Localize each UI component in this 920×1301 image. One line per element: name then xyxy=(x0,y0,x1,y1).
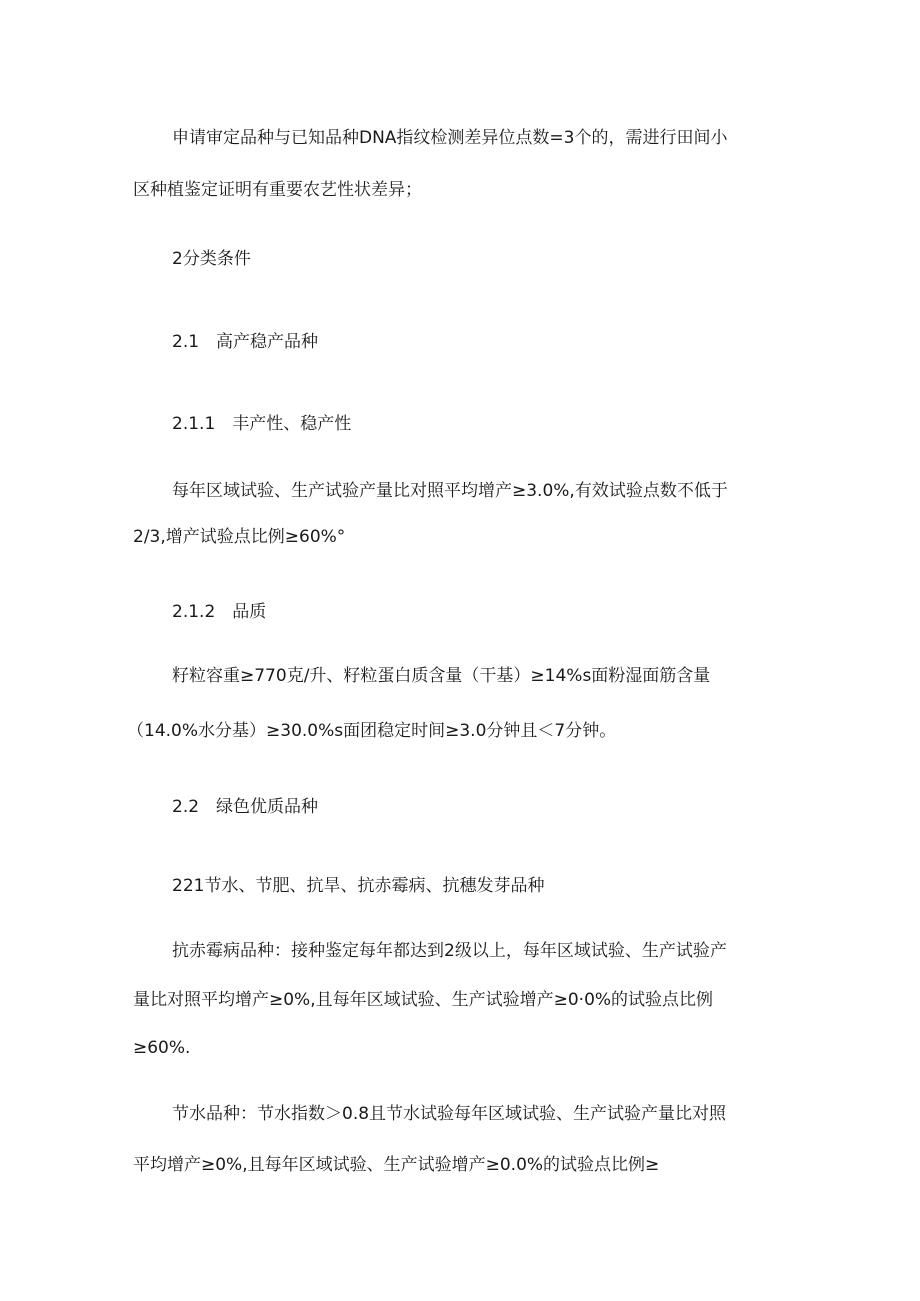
paragraph-9-line-2: ≥60%. xyxy=(133,1038,191,1058)
section-heading-2-1-1: 2.1.1 丰产性、稳产性 xyxy=(172,414,352,434)
paragraph-6-line-0: 籽粒容重≥770克/升、籽粒蛋白质含量（干基）≥14%s面粉湿面筋含量 xyxy=(172,666,711,686)
section-heading-2-1-2: 2.1.2 品质 xyxy=(172,602,267,622)
paragraph-9-line-1: 量比对照平均增产≥0%,且每年区域试验、生产试验增产≥0·0%的试验点比例 xyxy=(133,990,714,1010)
section-heading-2-2-1: 221节水、节肥、抗旱、抗赤霉病、抗穗发芽品种 xyxy=(172,876,545,896)
paragraph-10-line-1: 平均增产≥0%,且每年区域试验、生产试验增产≥0.0%的试验点比例≥ xyxy=(133,1155,660,1175)
paragraph-0-line-0: 申请审定品种与已知品种DNA指纹检测差异位点数=3个的，需进行田间小 xyxy=(172,128,728,148)
section-heading-2-2: 2.2 绿色优质品种 xyxy=(172,797,319,817)
paragraph-4-line-0: 每年区域试验、生产试验产量比对照平均增产≥3.0%,有效试验点数不低于 xyxy=(172,481,728,501)
paragraph-9-line-0: 抗赤霉病品种：接种鉴定每年都达到2级以上，每年区域试验、生产试验产 xyxy=(172,941,727,961)
paragraph-6-line-1: （14.0%水分基）≥30.0%s面团稳定时间≥3.0分钟且＜7分钟。 xyxy=(127,721,617,741)
paragraph-0-line-1: 区种植鉴定证明有重要农艺性状差异； xyxy=(133,180,422,200)
paragraph-10-line-0: 节水品种：节水指数＞0.8且节水试验每年区域试验、生产试验产量比对照 xyxy=(172,1104,727,1124)
paragraph-4-line-1: 2/3,增产试验点比例≥60%° xyxy=(133,527,346,547)
section-heading-2: 2分类条件 xyxy=(172,249,251,269)
section-heading-2-1: 2.1 高产稳产品种 xyxy=(172,332,319,352)
